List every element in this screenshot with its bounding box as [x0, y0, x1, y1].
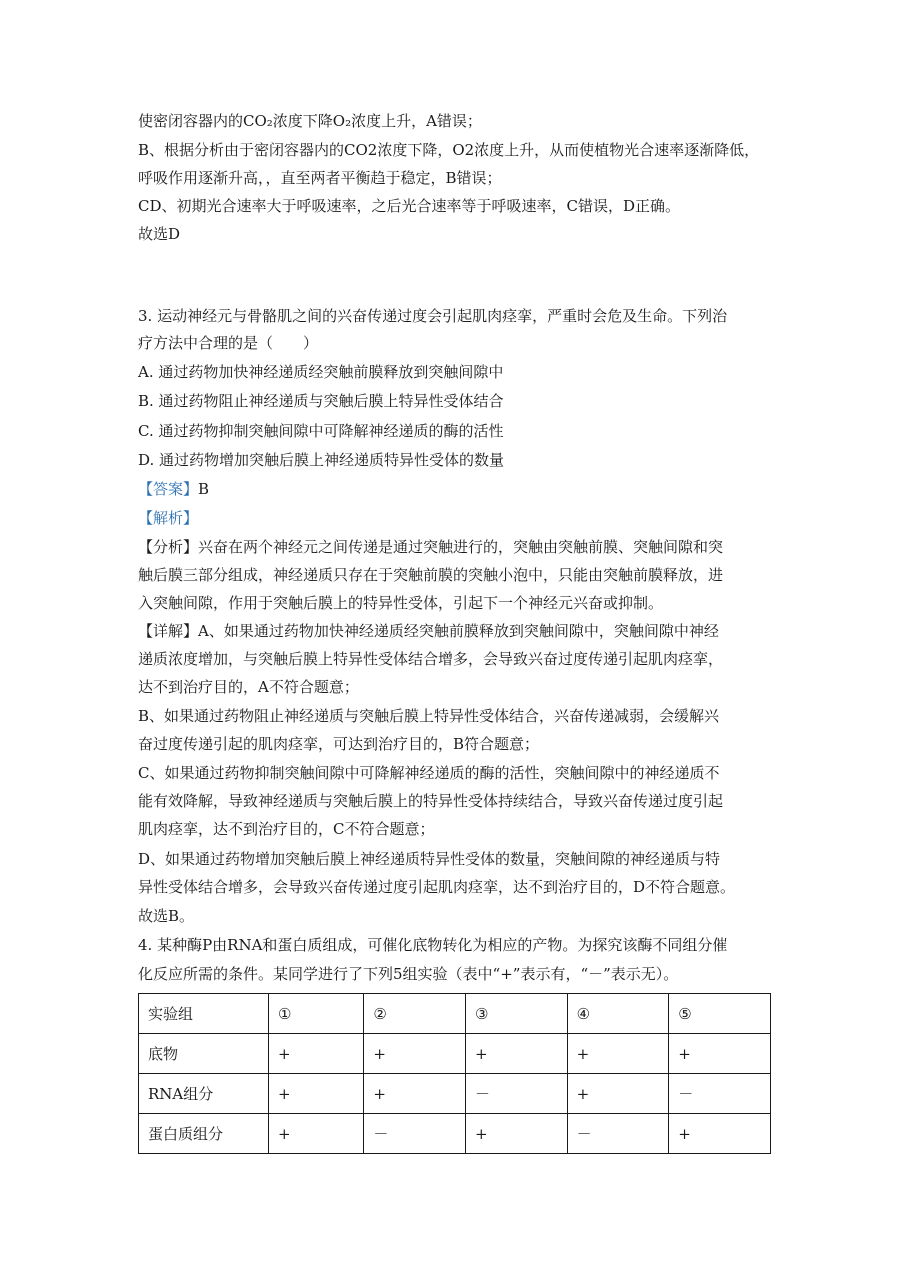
table-cell: － — [567, 1114, 669, 1154]
table-cell: + — [269, 1034, 364, 1074]
table-cell: － — [669, 1074, 771, 1114]
table-cell: － — [465, 1074, 567, 1114]
table-row — [139, 1074, 771, 1114]
text-line: B、如果通过药物阻止神经递质与突触后膜上特异性受体结合，兴奋传递减弱，会缓解兴 — [138, 707, 720, 725]
table-cell: + — [465, 1034, 567, 1074]
table-row — [139, 1114, 771, 1154]
table-cell: + — [567, 1074, 669, 1114]
analysis-label: 【解析】 — [138, 509, 199, 527]
xiangjie-text: A、如果通过药物加快神经递质经突触前膜释放到突触间隙中，突触间隙中神经 — [198, 622, 719, 640]
text-line: 肌肉痉挛，达不到治疗目的，C不符合题意； — [138, 820, 435, 838]
table-cell: ⑤ — [669, 994, 771, 1034]
table-cell: + — [669, 1114, 771, 1154]
fenxi-text: 兴奋在两个神经元之间传递是通过突触进行的，突触由突触前膜、突触间隙和突 — [198, 538, 724, 556]
fenxi-line — [138, 537, 723, 557]
table-cell: ③ — [465, 994, 567, 1034]
table-cell: 蛋白质组分 — [139, 1114, 269, 1154]
table-cell: + — [269, 1114, 364, 1154]
experiment-table — [138, 993, 771, 1154]
answer-line — [138, 479, 209, 499]
text-line: 达不到治疗目的，A不符合题意； — [138, 678, 359, 696]
table-row — [139, 1034, 771, 1074]
text-line: 奋过度传递引起的肌肉痉挛，可达到治疗目的，B符合题意； — [138, 735, 540, 753]
text-line: 呼吸作用逐渐升高，，直至两者平衡趋于稳定，B错误； — [138, 169, 502, 187]
question-4-stem: 化反应所需的条件。某同学进行了下列5组实验（表中“+”表示有，“－”表示无）。 — [138, 965, 679, 983]
table-cell: + — [364, 1034, 466, 1074]
xiangjie-line — [138, 621, 719, 641]
text-line: 故选B。 — [138, 907, 195, 925]
table-cell: + — [364, 1074, 466, 1114]
text-line: C、如果通过药物抑制突触间隙中可降解神经递质的酶的活性，突触间隙中的神经递质不 — [138, 764, 720, 782]
text-line: 使密闭容器内的CO₂浓度下降O₂浓度上升，A错误； — [138, 112, 482, 130]
text-line: 递质浓度增加，与突触后膜上特异性受体结合增多，会导致兴奋过度传递引起肌肉痉挛， — [138, 650, 724, 668]
table-cell: ② — [364, 994, 466, 1034]
table-cell: 实验组 — [139, 994, 269, 1034]
analysis-line — [138, 508, 198, 528]
question-3-stem: 3. 运动神经元与骨骼肌之间的兴奋传递过度会引起肌肉痉挛，严重时会危及生命。下列治 — [138, 307, 728, 325]
text-line: 入突触间隙，作用于突触后膜上的特异性受体，引起下一个神经元兴奋或抑制。 — [138, 594, 664, 612]
text-line: 故选D — [138, 225, 181, 243]
text-line: 异性受体结合增多，会导致兴奋传递过度引起肌肉痉挛，达不到治疗目的，D不符合题意。 — [138, 878, 736, 896]
table-cell: － — [364, 1114, 466, 1154]
question-4-stem: 4. 某种酶P由RNA和蛋白质组成，可催化底物转化为相应的产物。为探究该酶不同组分催 — [138, 936, 728, 954]
table-cell: 底物 — [139, 1034, 269, 1074]
option-c: C. 通过药物抑制突触间隙中可降解神经递质的酶的活性 — [138, 422, 504, 440]
answer-value: B — [198, 480, 210, 498]
question-3-stem: 疗方法中合理的是（ ） — [138, 334, 319, 352]
table-row — [139, 994, 771, 1034]
table-cell: + — [465, 1114, 567, 1154]
text-line: 能有效降解，导致神经递质与突触后膜上的特异性受体持续结合，导致兴奋传递过度引起 — [138, 792, 724, 810]
table-cell: + — [669, 1034, 771, 1074]
text-line: B、根据分析由于密闭容器内的CO2浓度下降，O2浓度上升，从而使植物光合速率逐渐降低， — [138, 141, 760, 159]
answer-label: 【答案】 — [138, 480, 199, 498]
option-d: D. 通过药物增加突触后膜上神经递质特异性受体的数量 — [138, 451, 505, 469]
table-cell: + — [269, 1074, 364, 1114]
text-line: D、如果通过药物增加突触后膜上神经递质特异性受体的数量，突触间隙的神经递质与特 — [138, 850, 721, 868]
xiangjie-label: 【详解】 — [138, 622, 199, 640]
text-line: 触后膜三部分组成，神经递质只存在于突触前膜的突触小泡中，只能由突触前膜释放，进 — [138, 566, 724, 584]
option-a: A. 通过药物加快神经递质经突触前膜释放到突触间隙中 — [138, 363, 504, 381]
table-cell: RNA组分 — [139, 1074, 269, 1114]
fenxi-label: 【分析】 — [138, 538, 199, 556]
table-cell: ④ — [567, 994, 669, 1034]
table-cell: ① — [269, 994, 364, 1034]
table-cell: + — [567, 1034, 669, 1074]
option-b: B. 通过药物阻止神经递质与突触后膜上特异性受体结合 — [138, 392, 504, 410]
text-line: CD、初期光合速率大于呼吸速率，之后光合速率等于呼吸速率，C错误，D正确。 — [138, 197, 681, 215]
